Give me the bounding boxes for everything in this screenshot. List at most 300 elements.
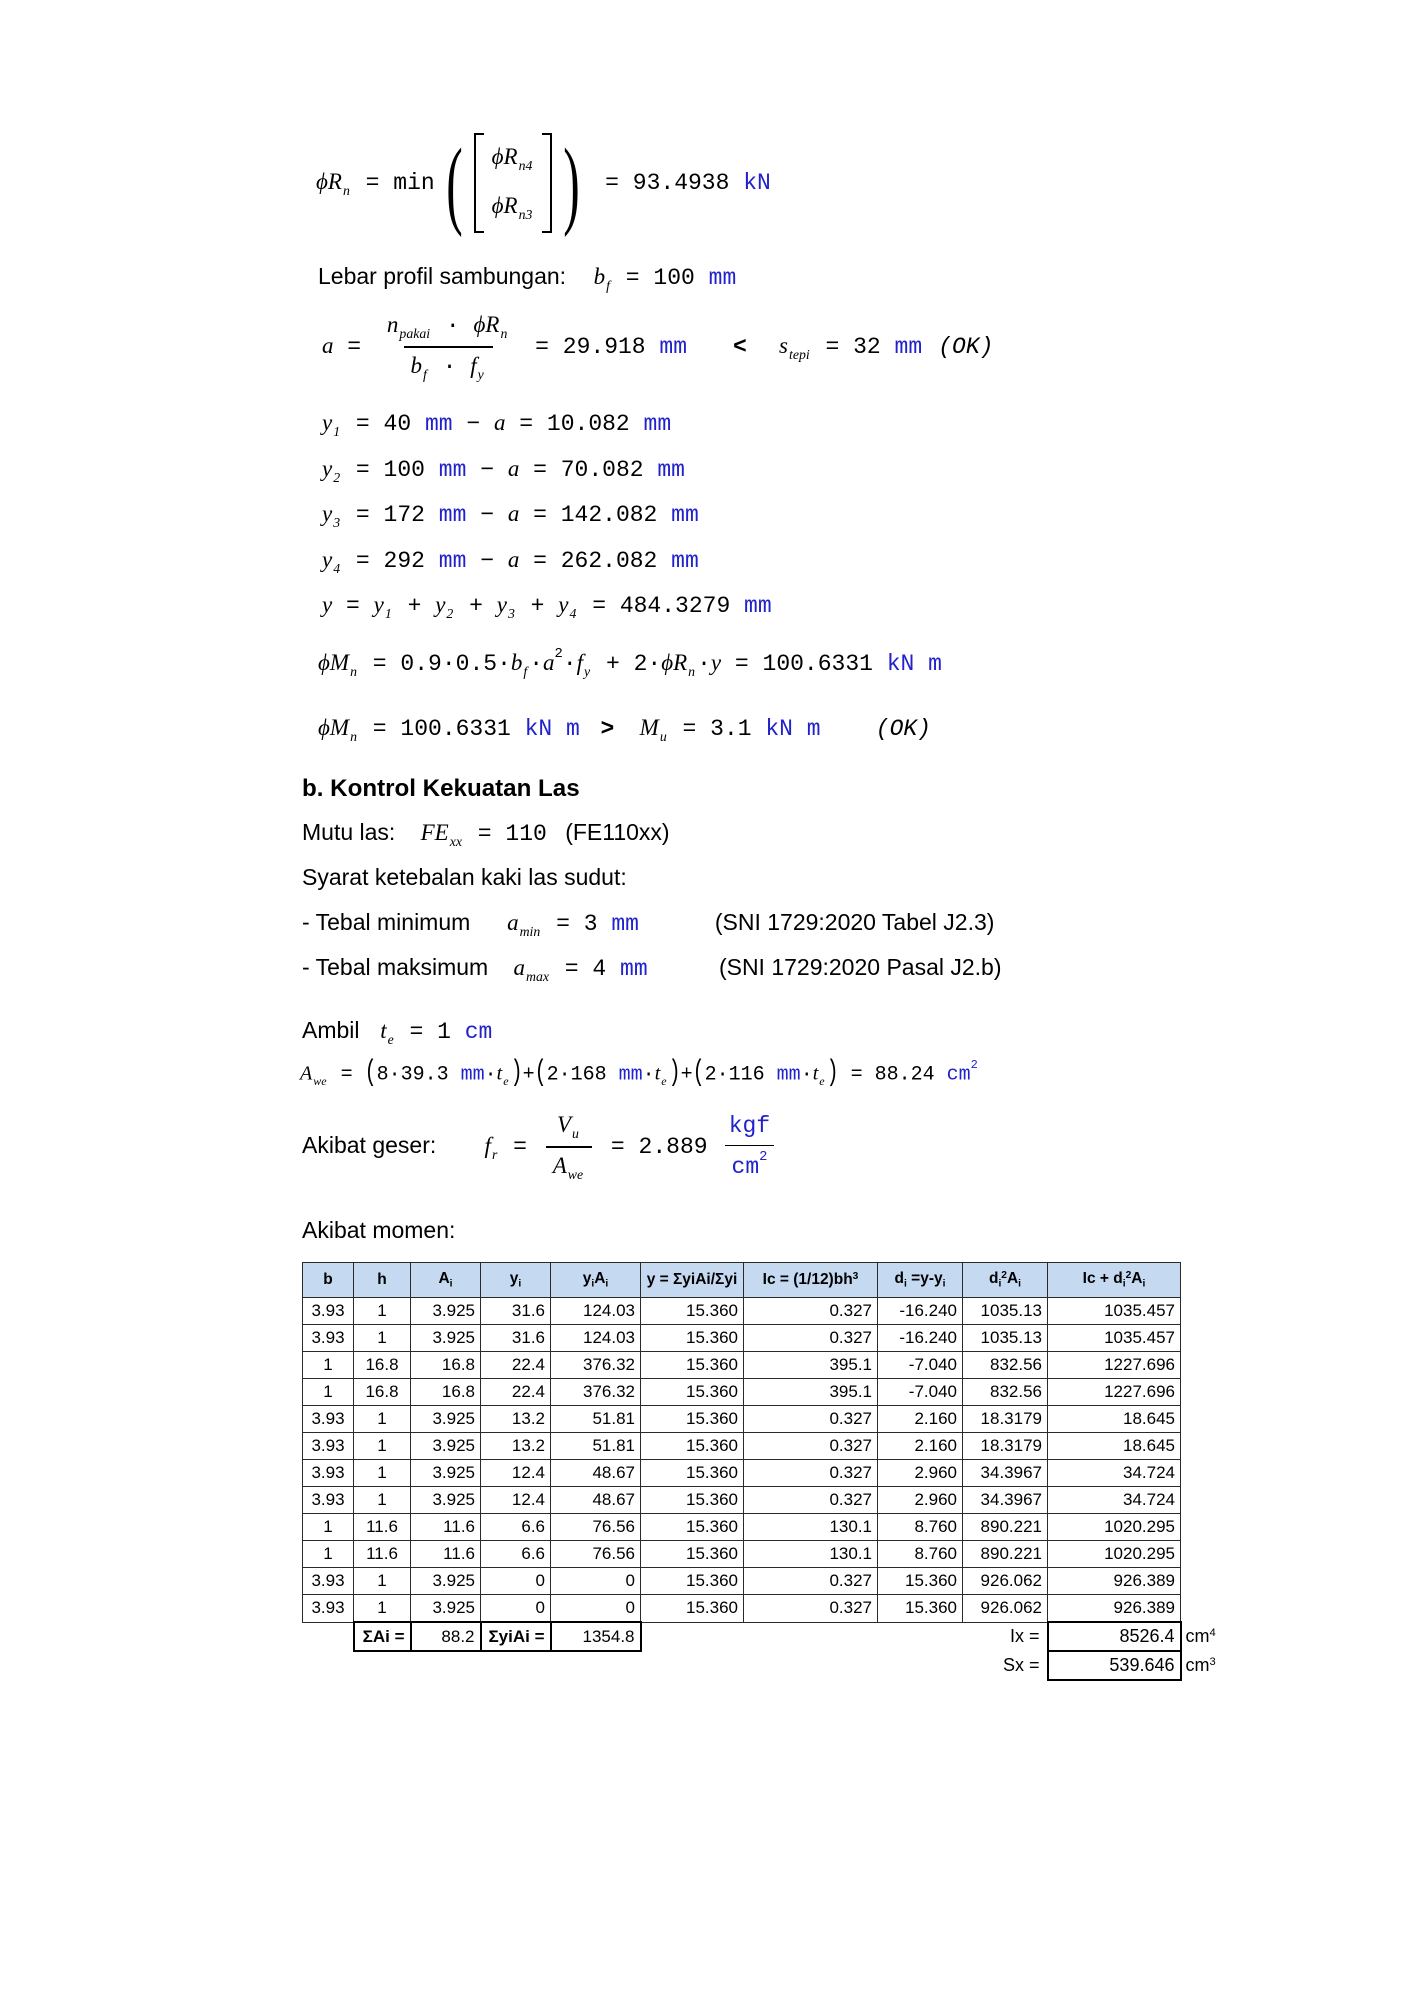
table-cell: 1020.295 bbox=[1048, 1514, 1181, 1541]
table-cell: 31.6 bbox=[481, 1298, 551, 1325]
math-subscript: f bbox=[606, 278, 610, 294]
math-number: 100.6331 bbox=[762, 651, 873, 678]
math-subscript: u bbox=[659, 729, 667, 745]
table-cell: 3.93 bbox=[303, 1406, 354, 1433]
math-subscript: we bbox=[567, 1167, 584, 1183]
math-variable: a bbox=[543, 650, 555, 676]
math-operator: + bbox=[680, 1063, 693, 1087]
line-y4 bbox=[322, 545, 699, 578]
footer-empty-cell bbox=[641, 1622, 744, 1651]
header-spacer-cell bbox=[1181, 1263, 1251, 1298]
table-cell: 11.6 bbox=[354, 1514, 411, 1541]
line-y1 bbox=[322, 408, 671, 441]
math-variable: y bbox=[496, 592, 507, 617]
table-cell: 34.3967 bbox=[963, 1487, 1048, 1514]
footer-empty-cell bbox=[641, 1651, 744, 1680]
table-cell: 124.03 bbox=[551, 1298, 641, 1325]
table-cell: 16.8 bbox=[411, 1352, 481, 1379]
math-unit: mm bbox=[597, 911, 639, 937]
math-operator: = bbox=[519, 457, 561, 483]
math-number: 142.082 bbox=[560, 502, 658, 528]
table-row bbox=[303, 1298, 1251, 1325]
math-number: 4 bbox=[592, 956, 607, 982]
unit-text: cm bbox=[1185, 1626, 1210, 1646]
table-cell: 76.56 bbox=[551, 1514, 641, 1541]
math-variable: a bbox=[507, 547, 520, 572]
table-cell: 1 bbox=[354, 1433, 411, 1460]
math-unit: mm bbox=[606, 1063, 643, 1087]
math-variable: b bbox=[593, 264, 606, 289]
math-subscript: n bbox=[350, 729, 357, 745]
math-operator: = bbox=[333, 334, 375, 361]
math-subscript: pakai bbox=[399, 326, 431, 342]
math-operator: · bbox=[642, 1063, 655, 1087]
math-unit-fraction bbox=[722, 1112, 777, 1183]
header-text: =y-y bbox=[906, 1270, 943, 1288]
math-number: 262.082 bbox=[560, 548, 658, 574]
math-operator: = bbox=[578, 593, 620, 619]
math-paren: ) bbox=[826, 1056, 839, 1091]
math-vector bbox=[438, 128, 589, 238]
unit-text: cm bbox=[1185, 1655, 1210, 1675]
math-number: 1 bbox=[437, 1019, 451, 1045]
footer-empty-cell bbox=[303, 1622, 354, 1651]
table-cell: 13.2 bbox=[481, 1433, 551, 1460]
text: Mutu las: bbox=[302, 819, 396, 845]
math-operator: min bbox=[393, 170, 435, 197]
math-operator: · bbox=[800, 1063, 813, 1087]
header-text: A bbox=[1131, 1270, 1143, 1288]
math-number: 10.082 bbox=[546, 411, 630, 437]
math-number: 484.3279 bbox=[619, 593, 731, 619]
line-formula-phiRn bbox=[316, 128, 771, 238]
moment-table-container bbox=[302, 1262, 1251, 1681]
sx-unit bbox=[1181, 1651, 1251, 1680]
table-cell: 130.1 bbox=[744, 1514, 878, 1541]
sum-ai-label: ΣAi = bbox=[354, 1622, 411, 1651]
table-header-cell bbox=[641, 1263, 744, 1298]
table-header-cell bbox=[411, 1263, 481, 1298]
text: - Tebal minimum bbox=[302, 909, 471, 935]
math-variable: f bbox=[470, 353, 477, 379]
footer-empty-cell bbox=[551, 1651, 641, 1680]
header-superscript: 2 bbox=[1001, 1270, 1007, 1282]
math-subscript: 3 bbox=[507, 606, 515, 622]
table-cell: 3.93 bbox=[303, 1595, 354, 1623]
math-variable: f bbox=[576, 650, 584, 676]
math-number: 93.4938 bbox=[632, 170, 730, 197]
math-unit: mm bbox=[411, 411, 453, 437]
math-subscript: e bbox=[503, 1073, 509, 1088]
math-paren: ) bbox=[668, 1056, 681, 1091]
left-bracket-icon bbox=[474, 133, 484, 233]
line-tebal-max bbox=[302, 953, 1002, 986]
table-cell: 1227.696 bbox=[1048, 1352, 1181, 1379]
table-cell: 3.925 bbox=[411, 1595, 481, 1623]
math-subscript: n bbox=[342, 183, 350, 199]
text: Akibat geser: bbox=[302, 1132, 437, 1159]
table-cell: 8.760 bbox=[878, 1541, 963, 1568]
table-footer-row-sx bbox=[303, 1651, 1251, 1680]
unit-superscript: 4 bbox=[1209, 1626, 1216, 1639]
line-syarat bbox=[302, 863, 627, 893]
math-number: 0.5 bbox=[455, 651, 498, 678]
table-cell: 1 bbox=[303, 1514, 354, 1541]
math-variable: t bbox=[654, 1062, 661, 1085]
table-cell: 31.6 bbox=[481, 1325, 551, 1352]
row-spacer-cell bbox=[1181, 1352, 1251, 1379]
table-cell: 1 bbox=[354, 1568, 411, 1595]
math-comparator: > bbox=[600, 716, 615, 742]
header-text: h bbox=[377, 1271, 387, 1288]
header-text: Ic + d bbox=[1082, 1270, 1123, 1288]
status-ok: (OK) bbox=[938, 334, 994, 361]
math-variable: s bbox=[779, 333, 788, 359]
table-cell: 3.93 bbox=[303, 1568, 354, 1595]
table-cell: 34.724 bbox=[1048, 1460, 1181, 1487]
math-operator: · bbox=[558, 1063, 571, 1087]
math-operator: = bbox=[395, 1019, 438, 1045]
ix-value: 8526.4 bbox=[1048, 1622, 1181, 1651]
table-cell: 3.93 bbox=[303, 1325, 354, 1352]
math-fraction bbox=[380, 310, 516, 384]
table-cell: 1 bbox=[354, 1595, 411, 1623]
text: Akibat momen: bbox=[302, 1217, 456, 1243]
math-paren: ) bbox=[510, 1056, 523, 1091]
math-variable: f bbox=[484, 1133, 491, 1159]
table-cell: 3.93 bbox=[303, 1487, 354, 1514]
table-cell: 15.360 bbox=[641, 1352, 744, 1379]
table-cell: 51.81 bbox=[551, 1406, 641, 1433]
vector-row bbox=[492, 142, 535, 175]
table-cell: 15.360 bbox=[641, 1298, 744, 1325]
header-subscript: i bbox=[518, 1278, 522, 1290]
header-subscript: i bbox=[904, 1278, 907, 1290]
math-variable: ϕR bbox=[491, 193, 518, 219]
sum-ai-value: 88.2 bbox=[411, 1622, 481, 1651]
math-number: 116 bbox=[728, 1063, 765, 1087]
table-cell: 15.360 bbox=[641, 1595, 744, 1623]
table-cell: 3.925 bbox=[411, 1406, 481, 1433]
table-cell: 15.360 bbox=[641, 1568, 744, 1595]
table-cell: 8.760 bbox=[878, 1514, 963, 1541]
math-variable: A bbox=[552, 1153, 567, 1179]
right-bracket-icon bbox=[542, 133, 552, 233]
sx-value: 539.646 bbox=[1048, 1651, 1181, 1680]
ix-label: Ix = bbox=[1009, 1626, 1040, 1647]
table-header-cell bbox=[744, 1263, 878, 1298]
fraction-numerator bbox=[550, 1110, 588, 1146]
table-header-cell bbox=[1048, 1263, 1181, 1298]
row-spacer-cell bbox=[1181, 1541, 1251, 1568]
math-unit: mm bbox=[424, 548, 467, 574]
math-variable: n bbox=[386, 312, 399, 337]
math-operator: · bbox=[484, 1063, 497, 1087]
footer-empty-cell bbox=[303, 1651, 354, 1680]
table-cell: 1035.457 bbox=[1048, 1325, 1181, 1352]
table-footer-row-sums bbox=[303, 1622, 1251, 1651]
math-operator: = bbox=[342, 411, 384, 437]
header-text: b bbox=[323, 1271, 333, 1288]
math-operator: = bbox=[332, 593, 374, 619]
text: (FE110xx) bbox=[565, 819, 670, 845]
math-variable: y bbox=[710, 650, 722, 676]
math-variable: V bbox=[556, 1112, 571, 1137]
table-cell: 0 bbox=[481, 1595, 551, 1623]
header-subscript: i bbox=[449, 1278, 453, 1290]
table-cell: 124.03 bbox=[551, 1325, 641, 1352]
table-row bbox=[303, 1406, 1251, 1433]
math-number: 0.9 bbox=[400, 651, 442, 678]
table-cell: 34.3967 bbox=[963, 1460, 1048, 1487]
math-operator: · bbox=[432, 313, 474, 339]
math-subscript: e bbox=[387, 1032, 394, 1048]
table-cell: 3.925 bbox=[411, 1487, 481, 1514]
math-operator: · bbox=[388, 1063, 401, 1087]
unit-numerator: kgf bbox=[728, 1112, 771, 1139]
sx-label: Sx = bbox=[1002, 1655, 1040, 1675]
math-variable: ϕR bbox=[316, 169, 342, 195]
math-variable: ϕR bbox=[491, 144, 518, 169]
text: Lebar profil sambungan: bbox=[318, 263, 567, 289]
table-cell: 15.360 bbox=[641, 1541, 744, 1568]
math-subscript: 2 bbox=[333, 470, 341, 486]
math-operator: · bbox=[647, 651, 662, 678]
table-row bbox=[303, 1595, 1251, 1623]
table-cell: 832.56 bbox=[963, 1352, 1048, 1379]
math-operator: = bbox=[505, 411, 547, 437]
table-cell: 0.327 bbox=[744, 1460, 878, 1487]
open-paren-icon: ( bbox=[445, 128, 463, 238]
table-row bbox=[303, 1568, 1251, 1595]
math-operator: · bbox=[716, 1063, 729, 1087]
math-number: 2.889 bbox=[638, 1134, 708, 1161]
math-operator: = bbox=[519, 548, 561, 574]
math-unit: mm bbox=[448, 1063, 485, 1087]
table-cell: 16.8 bbox=[354, 1352, 411, 1379]
table-row bbox=[303, 1487, 1251, 1514]
footer-empty-cell bbox=[878, 1622, 963, 1651]
math-subscript: max bbox=[525, 969, 549, 985]
math-subscript: n3 bbox=[518, 207, 533, 223]
ix-unit bbox=[1181, 1622, 1251, 1651]
math-subscript: e bbox=[819, 1073, 825, 1088]
table-header-cell bbox=[551, 1263, 641, 1298]
math-variable: b bbox=[410, 353, 422, 379]
math-number: 39.3 bbox=[400, 1063, 449, 1087]
footer-empty-cell bbox=[354, 1651, 411, 1680]
math-variable: y bbox=[373, 592, 384, 617]
table-cell: 1 bbox=[354, 1298, 411, 1325]
math-number: 32 bbox=[853, 334, 881, 361]
sum-yiai-value: 1354.8 bbox=[551, 1622, 641, 1651]
math-operator: = bbox=[358, 716, 401, 742]
unit-denominator bbox=[725, 1145, 775, 1183]
table-cell: 6.6 bbox=[481, 1541, 551, 1568]
math-operator: = bbox=[351, 170, 394, 197]
close-paren-icon: ) bbox=[563, 128, 581, 238]
math-operator: = bbox=[463, 821, 506, 847]
math-variable: t bbox=[380, 1018, 387, 1043]
table-cell: 1035.13 bbox=[963, 1325, 1048, 1352]
text: Ambil bbox=[302, 1017, 360, 1043]
table-cell: 3.93 bbox=[303, 1460, 354, 1487]
table-row bbox=[303, 1433, 1251, 1460]
table-cell: 22.4 bbox=[481, 1352, 551, 1379]
math-unit: kN m bbox=[872, 651, 942, 678]
math-variable: FE bbox=[420, 820, 449, 845]
row-spacer-cell bbox=[1181, 1433, 1251, 1460]
table-cell: 76.56 bbox=[551, 1541, 641, 1568]
table-row bbox=[303, 1379, 1251, 1406]
math-operator: = bbox=[342, 548, 384, 574]
math-number: 292 bbox=[383, 548, 425, 574]
math-number: 110 bbox=[505, 821, 547, 847]
table-cell: 1 bbox=[303, 1379, 354, 1406]
math-unit: mm bbox=[606, 956, 648, 982]
line-mutu-las bbox=[302, 818, 670, 851]
math-variable: a bbox=[507, 910, 519, 935]
table-cell: 15.360 bbox=[641, 1460, 744, 1487]
table-cell: 34.724 bbox=[1048, 1487, 1181, 1514]
math-variable: y bbox=[322, 592, 333, 617]
math-variable: a bbox=[322, 333, 334, 359]
table-cell: 15.360 bbox=[641, 1325, 744, 1352]
table-cell: 1 bbox=[354, 1487, 411, 1514]
table-cell: 11.6 bbox=[411, 1514, 481, 1541]
table-cell: 2.160 bbox=[878, 1406, 963, 1433]
status-ok: (OK) bbox=[875, 716, 931, 742]
math-operator: = bbox=[358, 651, 401, 678]
math-operator: = bbox=[668, 716, 711, 742]
table-cell: 890.221 bbox=[963, 1514, 1048, 1541]
math-variable: ϕM bbox=[318, 650, 350, 676]
math-unit: cm bbox=[731, 1153, 760, 1180]
math-subscript: r bbox=[491, 1147, 498, 1163]
math-unit: mm bbox=[643, 457, 685, 483]
table-cell: 832.56 bbox=[963, 1379, 1048, 1406]
line-heading-las bbox=[302, 773, 580, 804]
table-cell: 12.4 bbox=[481, 1487, 551, 1514]
table-row bbox=[303, 1325, 1251, 1352]
table-cell: -7.040 bbox=[878, 1379, 963, 1406]
table-cell: 0.327 bbox=[744, 1298, 878, 1325]
math-operator: = bbox=[342, 502, 384, 528]
table-cell: 130.1 bbox=[744, 1541, 878, 1568]
table-cell: 376.32 bbox=[551, 1352, 641, 1379]
math-number: 2 bbox=[633, 651, 648, 678]
header-text: y bbox=[509, 1270, 519, 1288]
math-number: 29.918 bbox=[562, 334, 646, 361]
text: Syarat ketebalan kaki las sudut: bbox=[302, 864, 627, 890]
row-spacer-cell bbox=[1181, 1595, 1251, 1623]
math-variable: a bbox=[494, 410, 506, 435]
vector-rows bbox=[484, 133, 543, 233]
table-cell: 3.925 bbox=[411, 1568, 481, 1595]
line-lebar-profil bbox=[318, 262, 736, 295]
table-cell: 1035.457 bbox=[1048, 1298, 1181, 1325]
math-operator: = bbox=[519, 502, 561, 528]
fraction-denominator bbox=[546, 1146, 592, 1184]
table-cell: 0.327 bbox=[744, 1568, 878, 1595]
math-variable: ϕR bbox=[473, 312, 500, 337]
table-cell: 1 bbox=[354, 1460, 411, 1487]
vector-bracket bbox=[474, 133, 553, 233]
table-cell: 15.360 bbox=[878, 1595, 963, 1623]
math-operator: + bbox=[393, 593, 436, 619]
math-variable: ϕR bbox=[661, 650, 688, 676]
math-unit-superscript: 2 bbox=[759, 1149, 768, 1165]
header-text: A bbox=[594, 1270, 606, 1288]
row-spacer-cell bbox=[1181, 1514, 1251, 1541]
table-cell: 48.67 bbox=[551, 1487, 641, 1514]
table-header-cell bbox=[354, 1263, 411, 1298]
math-subscript: n4 bbox=[518, 158, 533, 174]
header-subscript: i bbox=[1142, 1278, 1146, 1290]
header-text: A bbox=[1006, 1270, 1019, 1288]
table-cell: 395.1 bbox=[744, 1379, 878, 1406]
table-cell: 3.925 bbox=[411, 1433, 481, 1460]
fraction-numerator bbox=[380, 310, 516, 346]
math-number: 88.24 bbox=[874, 1063, 935, 1087]
math-unit: mm bbox=[645, 334, 688, 361]
table-cell: 18.3179 bbox=[963, 1406, 1048, 1433]
table-row bbox=[303, 1460, 1251, 1487]
math-operator: = bbox=[550, 956, 593, 982]
table-cell: 15.360 bbox=[878, 1568, 963, 1595]
table-cell: 1 bbox=[354, 1325, 411, 1352]
math-number: 168 bbox=[570, 1063, 607, 1087]
row-spacer-cell bbox=[1181, 1568, 1251, 1595]
math-operator: · bbox=[562, 651, 577, 678]
math-variable: b bbox=[510, 650, 523, 676]
math-unit: mm bbox=[657, 502, 699, 528]
table-cell: 6.6 bbox=[481, 1514, 551, 1541]
table-cell: 48.67 bbox=[551, 1460, 641, 1487]
table-cell: 395.1 bbox=[744, 1352, 878, 1379]
math-operator: = bbox=[521, 334, 563, 361]
math-operator: · bbox=[441, 651, 456, 678]
row-spacer-cell bbox=[1181, 1325, 1251, 1352]
table-cell: 1227.696 bbox=[1048, 1379, 1181, 1406]
math-unit: mm bbox=[424, 457, 467, 483]
table-header-cell bbox=[878, 1263, 963, 1298]
math-number: 3 bbox=[583, 911, 598, 937]
math-number: 100.6331 bbox=[400, 716, 511, 742]
math-fraction bbox=[546, 1110, 592, 1184]
table-cell: 16.8 bbox=[354, 1379, 411, 1406]
table-cell: -16.240 bbox=[878, 1325, 963, 1352]
line-akibat-geser bbox=[302, 1110, 782, 1184]
math-variable: a bbox=[507, 456, 520, 481]
math-operator: = bbox=[612, 265, 654, 291]
math-subscript: 1 bbox=[333, 424, 341, 440]
line-y3 bbox=[322, 499, 699, 532]
math-subscript: y bbox=[477, 367, 484, 383]
math-number: 40 bbox=[383, 411, 412, 437]
table-cell: 1020.295 bbox=[1048, 1541, 1181, 1568]
math-operator: − bbox=[466, 502, 508, 528]
row-spacer-cell bbox=[1181, 1406, 1251, 1433]
math-subscript: 4 bbox=[333, 561, 341, 577]
math-subscript: e bbox=[661, 1073, 667, 1088]
math-subscript: 2 bbox=[446, 606, 454, 622]
table-cell: 0 bbox=[481, 1568, 551, 1595]
sum-yiai-label: ΣyiAi = bbox=[481, 1622, 551, 1651]
vector-row bbox=[492, 191, 535, 224]
line-tebal-min bbox=[302, 908, 994, 941]
row-spacer-cell bbox=[1181, 1487, 1251, 1514]
